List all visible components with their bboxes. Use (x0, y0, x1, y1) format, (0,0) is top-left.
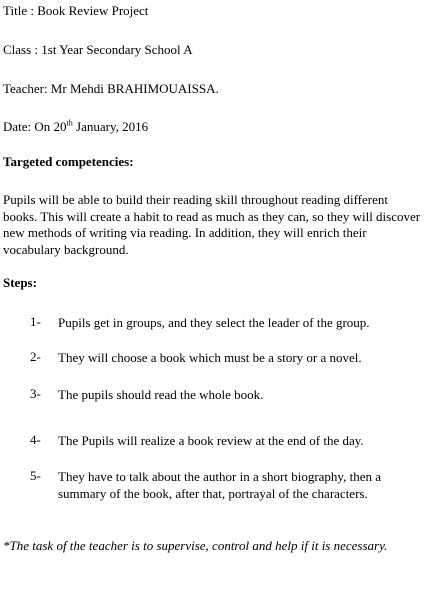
class-line: Class : 1st Year Secondary School A (3, 42, 193, 57)
steps-heading: Steps: (3, 275, 37, 290)
step-text: The pupils should read the whole book. (58, 387, 264, 402)
step-text: They have to talk about the author in a short biography, then a summary of the book, after that, portrayal of the characters. (58, 469, 381, 501)
title-line: Title : Book Review Project (3, 3, 149, 18)
competencies-paragraph: Pupils will be able to build their reading skill throughout reading different books. This will create a habit to read as much as they can, so they will discover new methods of writing via reading. In addition, they will enrich their vocabulary background. (3, 192, 421, 257)
date-line (3, 119, 148, 135)
step-number: 1- (30, 314, 41, 329)
step-number: 2- (30, 349, 41, 364)
date-superscript: th (66, 118, 73, 128)
step-text: The Pupils will realize a book review at the end of the day. (58, 433, 364, 448)
step-number: 4- (30, 432, 41, 447)
teacher-line: Teacher: Mr Mehdi BRAHIMOUAISSA. (3, 81, 219, 96)
step-number: 3- (30, 386, 41, 401)
teacher-note: *The task of the teacher is to supervise, control and help if it is necessary. (3, 538, 388, 553)
step-text: Pupils get in groups, and they select the leader of the group. (58, 315, 370, 330)
step-number: 5- (30, 468, 41, 483)
date-prefix: Date: On 20 (3, 119, 67, 134)
step-text: They will choose a book which must be a story or a novel. (58, 350, 362, 365)
date-suffix: January, 2016 (72, 119, 149, 134)
competencies-heading: Targeted competencies: (3, 154, 134, 169)
